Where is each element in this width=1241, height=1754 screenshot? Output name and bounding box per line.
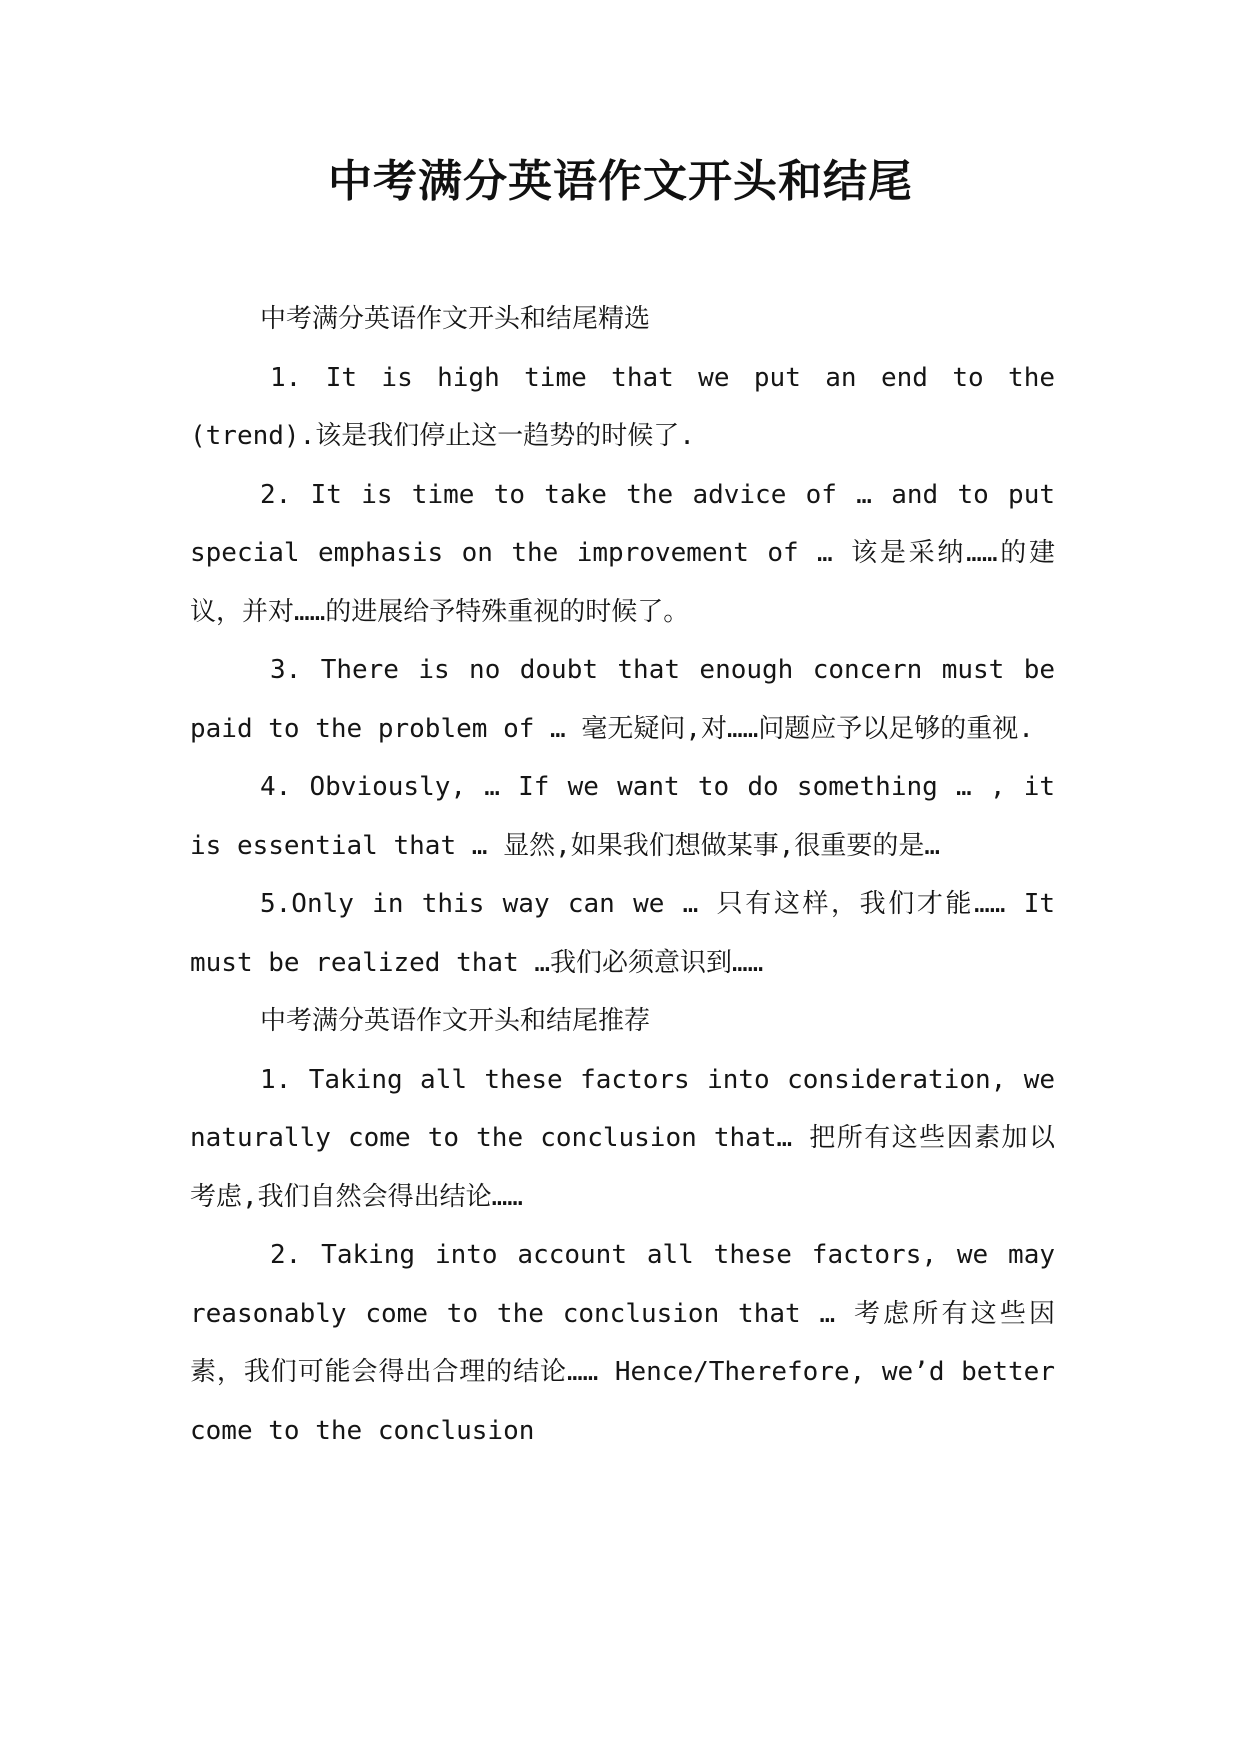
phrase-item-3: 3. There is no doubt that enough concern must be paid to the problem of … 毫无疑问,对……问题应予以足够的重视.	[190, 655, 1055, 744]
phrase-item-2: 2. It is time to take the advice of … and to put special emphasis on the improvement of … 该是采纳……的建议，并对……的进展给予特殊重视的时候了。	[190, 479, 1055, 627]
phrase-item-7: 2. Taking into account all these factors, we may reasonably come to the conclusion that … 考虑所有这些因素，我们可能会得出合理的结论…… Hence/Therefore, we’d better come to the conclusion	[190, 1240, 1055, 1446]
document-body	[190, 290, 1055, 1460]
phrase-item-4: 4. Obviously, … If we want to do something … , it is essential that … 显然,如果我们想做某事,很重要的是…	[190, 772, 1055, 861]
document-title: 中考满分英语作文开头和结尾	[328, 156, 913, 207]
phrase-item-6: 1. Taking all these factors into consideration, we naturally come to the conclusion that… 把所有这些因素加以考虑,我们自然会得出结论……	[190, 1064, 1055, 1212]
section-heading-recommended: 中考满分英语作文开头和结尾推荐	[260, 1006, 651, 1036]
section-heading-selected: 中考满分英语作文开头和结尾精选	[260, 304, 651, 334]
phrase-item-5: 5.Only in this way can we … 只有这样，我们才能…… It must be realized that …我们必须意识到……	[190, 889, 1055, 978]
phrase-item-1: 1. It is high time that we put an end to the (trend).该是我们停止这一趋势的时候了.	[190, 362, 1055, 451]
